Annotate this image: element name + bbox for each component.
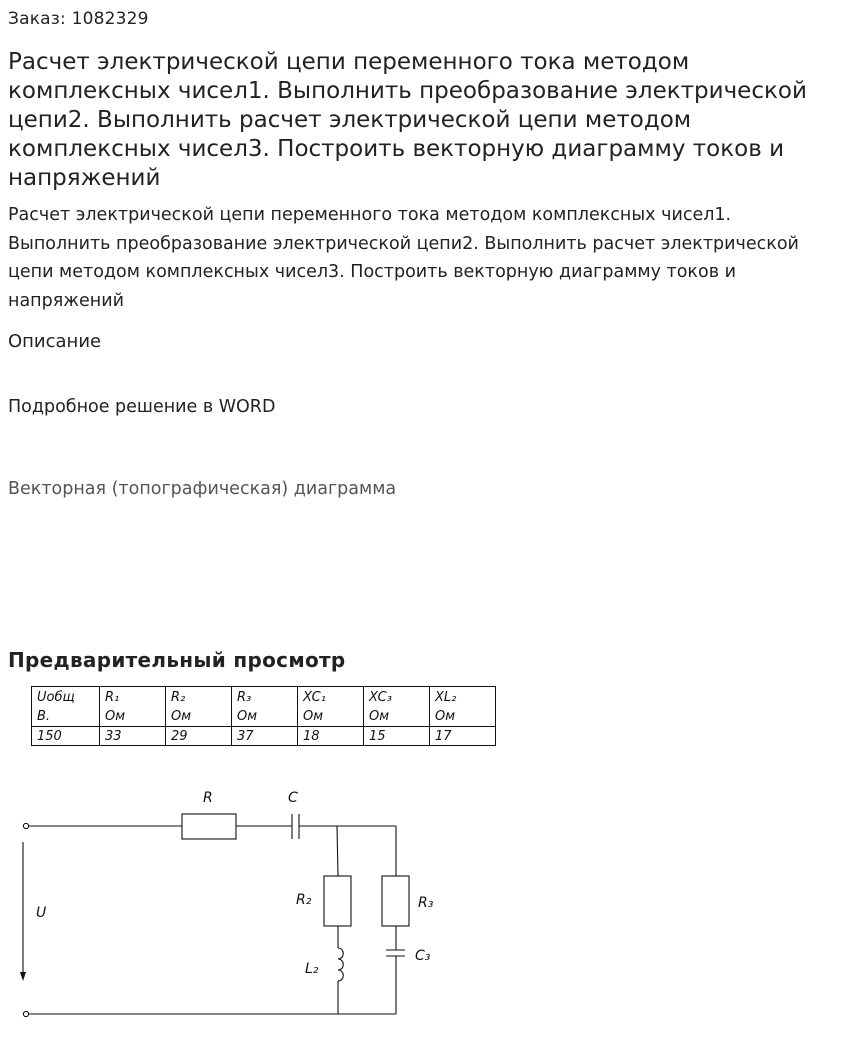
resistor-r2 (324, 876, 351, 926)
table-header-cell (232, 687, 298, 727)
header-unit: Ом (303, 709, 324, 724)
header-unit: Ом (435, 709, 456, 724)
page-title: Расчет электрической цепи переменного тока методом комплексных чисел1. Выполнить преобразование электрической цепи2. Выполнить расчет электрической цепи методом комплексных чисел3. Построить векторную диаграмму токов и напряжений (8, 49, 807, 191)
header-name: R₂ (171, 690, 186, 705)
table-cell: 33 (100, 727, 166, 746)
header-name: R₁ (105, 690, 120, 705)
parameters-table (31, 686, 496, 746)
label-r3: R₃ (418, 895, 434, 911)
terminal-top (23, 823, 28, 828)
label-c3: C₃ (415, 948, 431, 964)
table-header-cell (32, 687, 100, 727)
label-u: U (36, 905, 47, 921)
description-note: Векторная (топографическая) диаграмма (8, 479, 397, 499)
header-unit: Ом (237, 709, 258, 724)
order-number: Заказ: 1082329 (8, 9, 149, 29)
terminal-bottom (23, 1011, 28, 1016)
lead-text: Расчет электрической цепи переменного тока методом комплексных чисел1. Выполнить преобразование электрической цепи2. Выполнить расчет электрической цепи методом комплексных чисел3. Построить векторную диаграмму токов и напряжений (8, 205, 799, 311)
circuit-diagram (0, 780, 460, 1030)
header-name: XC₃ (369, 690, 392, 705)
table-row (32, 727, 496, 746)
table-cell: 18 (298, 727, 364, 746)
table-header-row (32, 687, 496, 727)
table-cell: 17 (430, 727, 496, 746)
resistor-r (182, 814, 236, 839)
inductor-l2 (338, 948, 343, 981)
table-header-cell (166, 687, 232, 727)
label-r2: R₂ (296, 892, 312, 908)
table-cell: 29 (166, 727, 232, 746)
label-r: R (203, 790, 213, 806)
header-unit: B. (37, 709, 51, 724)
header-name: R₃ (237, 690, 252, 705)
table-cell: 150 (32, 727, 100, 746)
header-unit: Ом (171, 709, 192, 724)
header-name: XL₂ (435, 690, 457, 705)
label-c: C (288, 790, 298, 806)
label-l2: L₂ (305, 961, 319, 977)
table-cell: 37 (232, 727, 298, 746)
table-cell: 15 (364, 727, 430, 746)
table-header-cell (298, 687, 364, 727)
description-heading: Описание (8, 331, 102, 352)
description-text: Подробное решение в WORD (8, 397, 276, 417)
header-unit: Ом (105, 709, 126, 724)
header-unit: Ом (369, 709, 390, 724)
header-name: XC₁ (303, 690, 326, 705)
header-name: Uобщ (37, 690, 75, 705)
table-header-cell (430, 687, 496, 727)
wire (337, 826, 338, 876)
resistor-r3 (382, 876, 409, 926)
preview-heading: Предварительный просмотр (8, 648, 346, 672)
table-header-cell (100, 687, 166, 727)
voltage-arrowhead (20, 972, 26, 981)
table-header-cell (364, 687, 430, 727)
